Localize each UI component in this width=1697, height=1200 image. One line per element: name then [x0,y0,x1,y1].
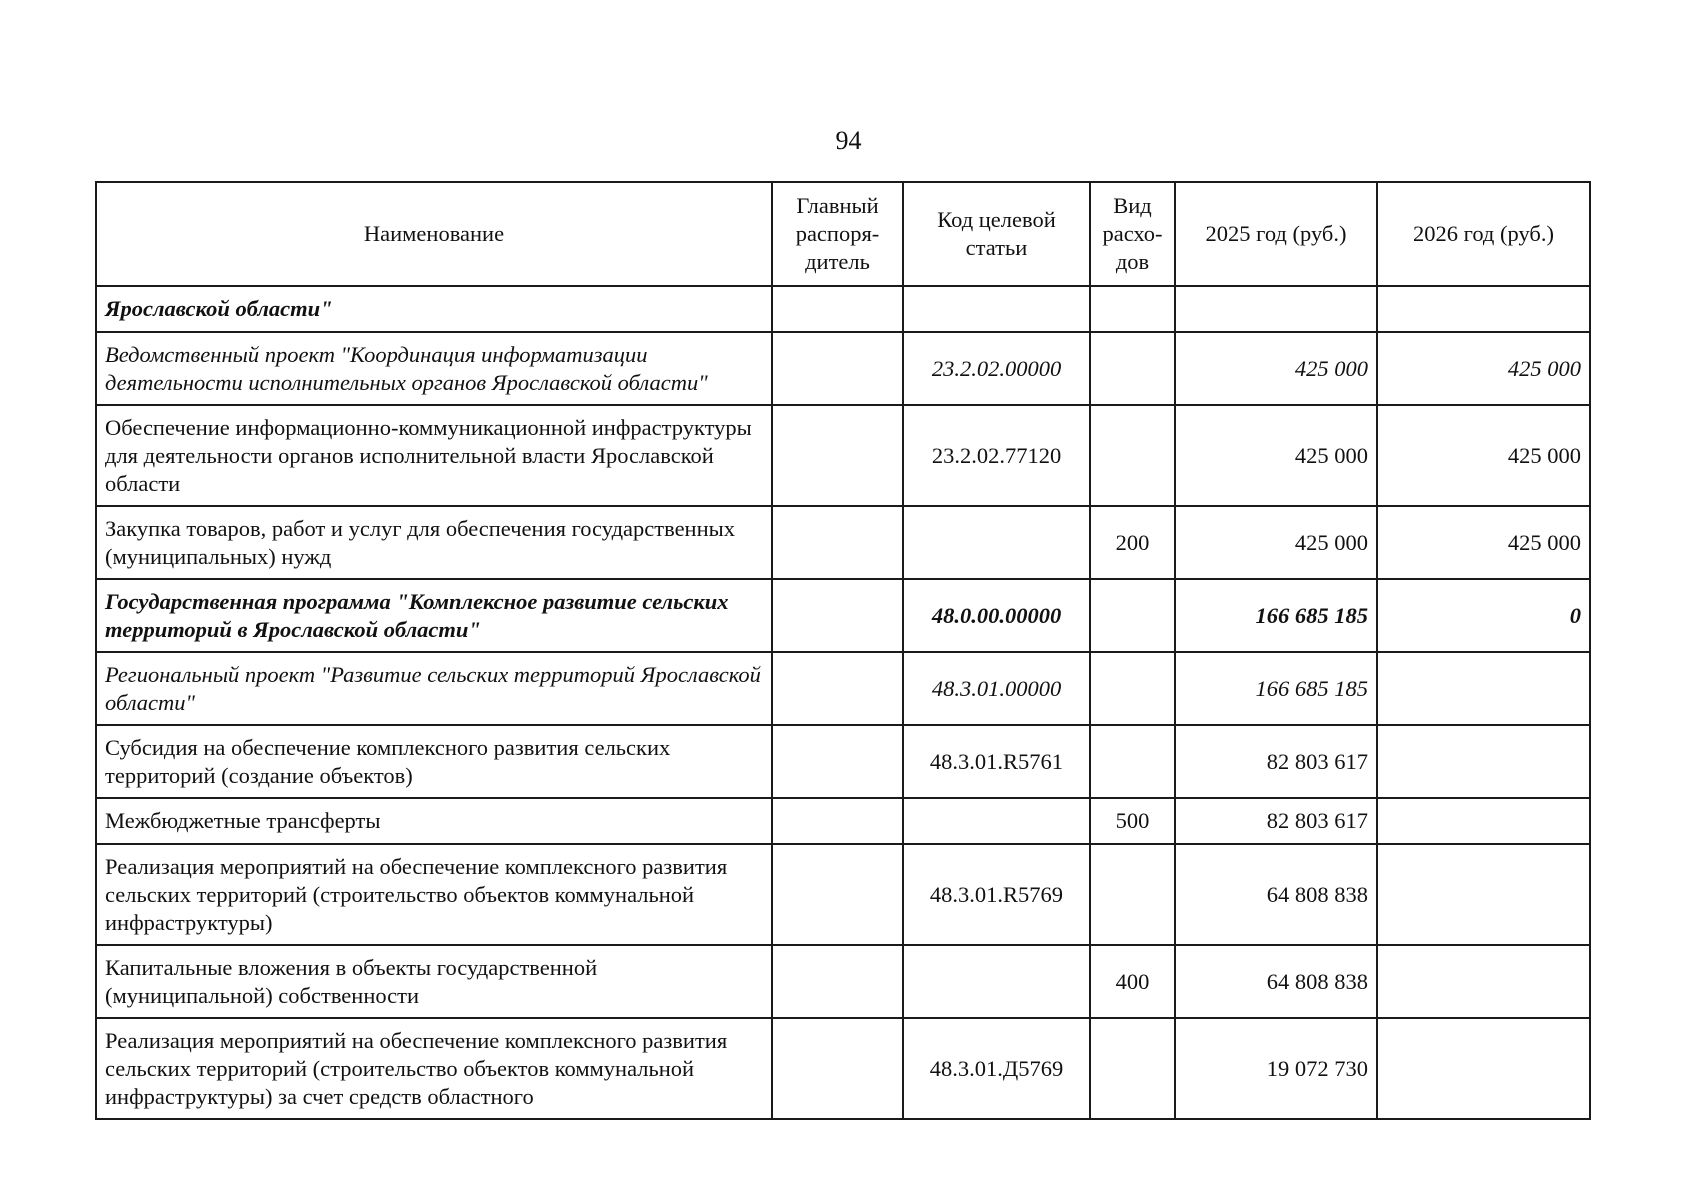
row-vid [1090,1018,1175,1119]
row-name: Межбюджетные трансферты [96,798,772,844]
row-admin [772,506,903,579]
table-row [96,945,1590,1018]
row-2025: 64 808 838 [1175,945,1377,1018]
row-2025 [1175,286,1377,332]
row-2025: 425 000 [1175,506,1377,579]
row-2025: 425 000 [1175,332,1377,405]
row-2025: 82 803 617 [1175,725,1377,798]
header-name: Наименование [96,182,772,286]
row-vid [1090,579,1175,652]
row-2026 [1377,725,1590,798]
row-name: Капитальные вложения в объекты государственной (муниципальной) собственности [96,945,772,1018]
row-vid [1090,286,1175,332]
table-row [96,652,1590,725]
row-name: Ведомственный проект "Координация информатизации деятельности исполнительных органов Ярославской области" [96,332,772,405]
row-2026 [1377,798,1590,844]
row-vid: 400 [1090,945,1175,1018]
header-code: Код целевой статьи [903,182,1090,286]
row-code: 48.3.01.00000 [903,652,1090,725]
row-code [903,506,1090,579]
row-code: 48.3.01.R5769 [903,844,1090,945]
row-name: Закупка товаров, работ и услуг для обеспечения государственных (муниципальных) нужд [96,506,772,579]
row-admin [772,844,903,945]
row-2026: 425 000 [1377,506,1590,579]
row-name: Ярославской области" [96,286,772,332]
row-vid [1090,725,1175,798]
row-name: Реализация мероприятий на обеспечение комплексного развития сельских территорий (строительство объектов коммунальной инфраструктуры) [96,844,772,945]
header-2025: 2025 год (руб.) [1175,182,1377,286]
row-admin [772,405,903,506]
row-code: 23.2.02.77120 [903,405,1090,506]
row-admin [772,332,903,405]
table-header-row [96,182,1590,286]
row-2026 [1377,844,1590,945]
row-vid [1090,332,1175,405]
row-admin [772,798,903,844]
row-2025: 82 803 617 [1175,798,1377,844]
row-vid: 200 [1090,506,1175,579]
row-code: 23.2.02.00000 [903,332,1090,405]
table-row [96,579,1590,652]
header-vid: Вид расхо-дов [1090,182,1175,286]
row-admin [772,579,903,652]
row-2026: 425 000 [1377,405,1590,506]
table-row [96,1018,1590,1119]
row-code [903,798,1090,844]
row-2025: 425 000 [1175,405,1377,506]
header-2026: 2026 год (руб.) [1377,182,1590,286]
row-2026 [1377,945,1590,1018]
row-name: Субсидия на обеспечение комплексного развития сельских территорий (создание объектов) [96,725,772,798]
row-name: Обеспечение информационно-коммуникационной инфраструктуры для деятельности органов исполнительной власти Ярославской области [96,405,772,506]
table-row [96,844,1590,945]
row-2026 [1377,1018,1590,1119]
table-row [96,286,1590,332]
row-code: 48.3.01.Д5769 [903,1018,1090,1119]
row-2025: 19 072 730 [1175,1018,1377,1119]
row-2026: 425 000 [1377,332,1590,405]
row-code [903,286,1090,332]
row-vid [1090,652,1175,725]
table-row [96,506,1590,579]
row-2025: 64 808 838 [1175,844,1377,945]
row-2026: 0 [1377,579,1590,652]
row-admin [772,945,903,1018]
row-admin [772,725,903,798]
row-vid [1090,405,1175,506]
table-row [96,798,1590,844]
row-admin [772,1018,903,1119]
row-name: Реализация мероприятий на обеспечение комплексного развития сельских территорий (строительство объектов коммунальной инфраструктуры) за счет средств областного [96,1018,772,1119]
table-row [96,332,1590,405]
row-code [903,945,1090,1018]
row-admin [772,286,903,332]
row-2025: 166 685 185 [1175,652,1377,725]
table-row [96,725,1590,798]
row-code: 48.0.00.00000 [903,579,1090,652]
row-name: Региональный проект "Развитие сельских территорий Ярославской области" [96,652,772,725]
row-admin [772,652,903,725]
row-2026 [1377,652,1590,725]
budget-table [95,181,1591,1120]
table-row [96,405,1590,506]
row-vid: 500 [1090,798,1175,844]
header-admin: Главный распоря-дитель [772,182,903,286]
row-code: 48.3.01.R5761 [903,725,1090,798]
row-vid [1090,844,1175,945]
row-name: Государственная программа "Комплексное развитие сельских территорий в Ярославской области" [96,579,772,652]
row-2025: 166 685 185 [1175,579,1377,652]
page-number: 94 [835,126,862,155]
row-2026 [1377,286,1590,332]
